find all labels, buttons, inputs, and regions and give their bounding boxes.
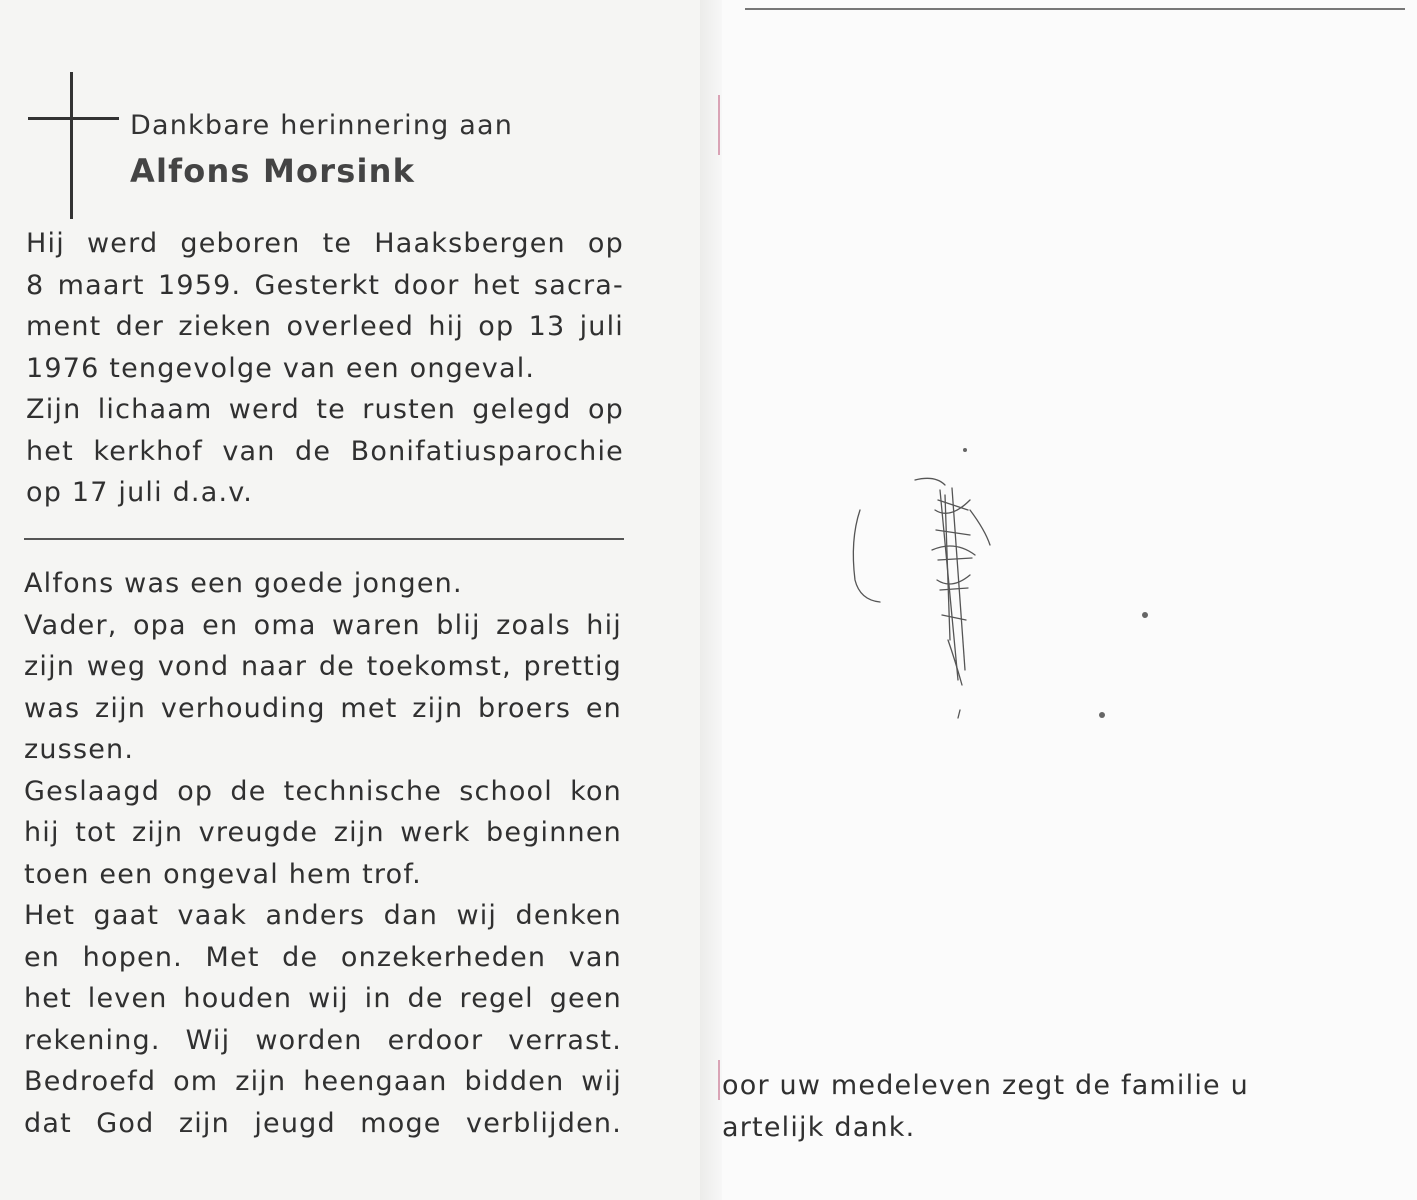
- bio-line: Zijn lichaam werd te rusten gelegd op: [26, 394, 624, 425]
- thanks-text: [722, 1065, 1322, 1148]
- eulogy-line: Vader, opa en oma waren blij zoals hij: [24, 609, 622, 641]
- bio-line: 8 maart 1959. Gesterkt door het sacra-: [26, 269, 624, 301]
- bio-line: op 17 juli d.a.v.: [26, 477, 254, 508]
- thanks-line: artelijk dank.: [722, 1111, 916, 1143]
- bio-line: 1976 tengevolge van een ongeval.: [26, 352, 536, 384]
- eulogy-line: Alfons was een goede jongen.: [24, 568, 463, 599]
- eulogy-line: Bedroefd om zijn heengaan bidden wij: [24, 1066, 622, 1097]
- cross-vertical: [70, 72, 73, 219]
- remembrance-heading: Dankbare herinnering aan: [130, 110, 514, 141]
- eulogy-line: en hopen. Met de onzekerheden van: [24, 941, 622, 973]
- card-fold: [700, 0, 722, 1200]
- fold-edge-mark: [718, 95, 720, 155]
- eulogy-line: zijn weg vond naar de toekomst, prettig: [24, 651, 622, 682]
- eulogy-line: dat God zijn jeugd moge verblijden.: [24, 1107, 622, 1139]
- eulogy-line: hij tot zijn vreugde zijn werk beginnen: [24, 817, 622, 848]
- eulogy-text: [24, 563, 622, 1144]
- eulogy-line: zussen.: [24, 734, 135, 765]
- fold-edge-mark: [718, 1060, 720, 1100]
- thanks-line: oor uw medeleven zegt de familie u: [722, 1070, 1249, 1101]
- bio-line: Hij werd geboren te Haaksbergen op: [26, 228, 624, 259]
- flower-sketch-icon: [840, 440, 1160, 730]
- eulogy-line: rekening. Wij worden erdoor verrast.: [24, 1024, 622, 1056]
- eulogy-line: Geslaagd op de technische school kon: [24, 775, 622, 807]
- bio-line: het kerkhof van de Bonifatiusparochie: [26, 435, 624, 467]
- eulogy-line: het leven houden wij in de regel geen: [24, 983, 622, 1014]
- section-divider: [24, 538, 624, 540]
- top-rule: [745, 8, 1405, 10]
- eulogy-line: Het gaat vaak anders dan wij denken: [24, 900, 622, 931]
- bio-text: [26, 223, 624, 514]
- eulogy-line: was zijn verhouding met zijn broers en: [24, 692, 622, 724]
- cross-horizontal: [28, 117, 119, 120]
- eulogy-line: toen een ongeval hem trof.: [24, 858, 422, 890]
- deceased-name: Alfons Morsink: [130, 152, 416, 190]
- bio-line: ment der zieken overleed hij op 13 juli: [26, 311, 624, 342]
